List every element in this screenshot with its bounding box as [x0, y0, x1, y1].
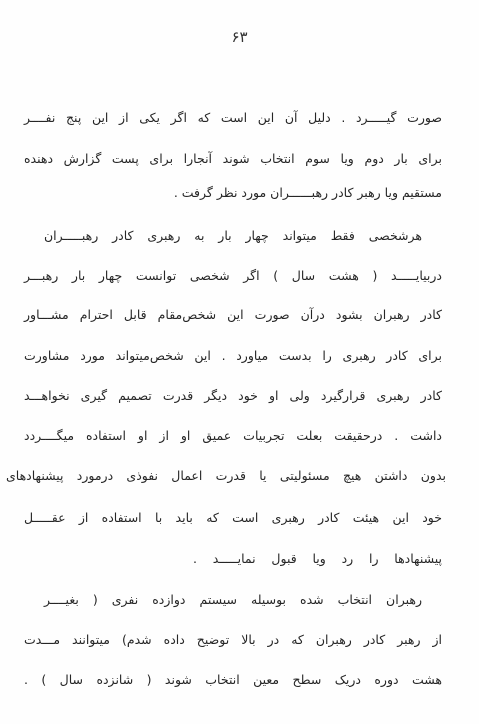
text-line: برای کادر رهبری را بدست میاورد . این شخص‌میتواند مورد مشاورت — [24, 348, 442, 363]
text-line: از رهبر کادر رهبران که در بالا توضیح داده شدم) میتوانند مـــدت — [24, 632, 442, 647]
text-line: رهبران انتخاب شده بوسیله سیستم دوازده نفری ( بغیــــر — [44, 592, 422, 607]
text-line: داشت . درحقیقت بعلت تجربیات عمیق او از او استفاده میگــــردد — [24, 428, 442, 443]
text-line: هشت دوره دریک سطح معین انتخاب شوند ( شانزده سال ) . — [24, 672, 442, 687]
text-line: کادر رهبری قرارگیرد ولی او خود دیگر قدرت تصمیم گیری نخواهـــد — [24, 388, 442, 403]
text-line: مستقیم ویا رهبر کادر رهبــــــران مورد نظر گرفت . — [173, 185, 442, 200]
text-line: کادر رهبران بشود درآن صورت این شخص‌مقام قابل احترام مشـــاور — [24, 307, 442, 322]
text-line: دربیایـــــد ( هشت سال ) اگر شخصی توانست چهار بار رهبـــر — [24, 268, 442, 283]
text-line: بدون داشتن هیچ مسئولیتی یا قدرت اعمال نفوذی درمورد پیشنهادهای — [6, 468, 446, 483]
page-number: ۶۳ — [231, 28, 248, 46]
text-line: صورت گیـــــرد . دلیل آن این است که اگر یکی از این پنج نفــــر — [24, 110, 442, 125]
text-line: هرشخصی فقط میتواند چهار بار به رهبری کادر رهبـــــران — [44, 228, 422, 243]
text-line: پیشنهادها را رد ویا قبول نمایـــــد . — [193, 551, 442, 566]
text-line: برای بار دوم ویا سوم انتخاب شوند آنجارا برای پست گزارش دهنده — [24, 151, 442, 166]
text-line: خود این هیئت کادر رهبری است که باید با استفاده از عقـــــل — [24, 510, 442, 525]
